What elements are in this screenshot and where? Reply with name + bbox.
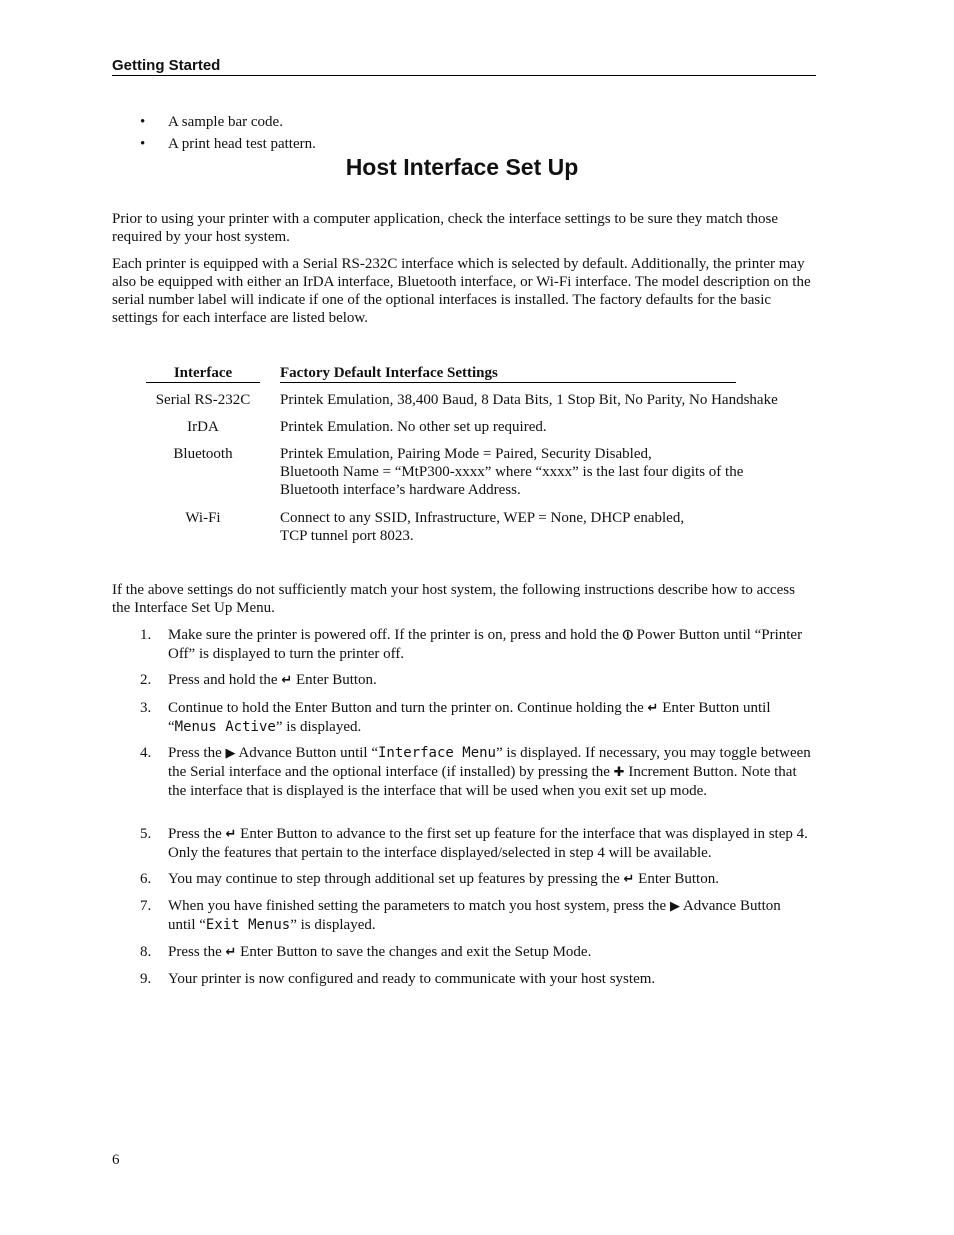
enter-arrow-icon: ↵ <box>281 673 293 688</box>
step-text: Press the ↵ Enter Button to advance to the first set up feature for the interface that was displayed in step 4. Only the features that pertain to the interface displayed/selected in step 4 will be available. <box>168 826 808 861</box>
enter-arrow-icon: ↵ <box>225 945 237 960</box>
enter-arrow-icon: ↵ <box>225 827 237 842</box>
advance-triangle-icon: ▶ <box>669 899 680 914</box>
enter-arrow-icon: ↵ <box>647 701 659 716</box>
table-cell-settings: Printek Emulation, 38,400 Baud, 8 Data Bits, 1 Stop Bit, No Parity, No Handshake <box>280 392 778 408</box>
step-number: 1. <box>140 627 152 643</box>
advance-triangle-icon: ▶ <box>225 746 236 761</box>
step-number: 2. <box>140 672 152 688</box>
display-text: Menus Active <box>174 719 276 735</box>
interfaces-paragraph: Each printer is equipped with a Serial RS-232C interface which is selected by default. Additionally, the printer may also be equipped with either an IrDA interface, Bluetooth interface, or Wi-Fi interface. The model description on the serial number label will indicate if one of the optional interfaces is installed. The factory defaults for the basic settings for each interface are listed below. <box>112 256 811 326</box>
bullet-symbol: • <box>140 114 146 130</box>
bullet-text: A sample bar code. <box>168 114 283 130</box>
step-text: Continue to hold the Enter Button and turn the printer on. Continue holding the ↵ Enter Button until “Menus Active” is displayed. <box>168 700 771 735</box>
table-cell-interface: Serial RS-232C <box>155 392 251 408</box>
table-cell-interface: Wi-Fi <box>185 510 221 526</box>
step-number: 5. <box>140 826 152 842</box>
instructions-intro: If the above settings do not sufficiently match your host system, the following instructions describe how to access the Interface Set Up Menu. <box>112 582 795 616</box>
enter-arrow-icon: ↵ <box>623 872 635 887</box>
step-number: 3. <box>140 700 152 716</box>
step-number: 4. <box>140 745 152 761</box>
section-title: Host Interface Set Up <box>345 154 579 180</box>
table-cell-interface: IrDA <box>187 419 219 435</box>
step-text: Press and hold the ↵ Enter Button. <box>168 672 377 688</box>
power-icon: ⏼ <box>622 628 633 643</box>
page-number: 6 <box>112 1152 120 1168</box>
plus-icon: ✚ <box>613 765 625 780</box>
running-header: Getting Started <box>112 57 816 76</box>
step-text: Your printer is now configured and ready to communicate with your host system. <box>168 971 656 987</box>
step-number: 7. <box>140 898 152 914</box>
step-text: When you have finished setting the parameters to match you host system, press the ▶ Advance Button until “Exit Menus” is displayed. <box>168 898 781 933</box>
step-number: 8. <box>140 944 152 960</box>
step-text: Make sure the printer is powered off. If the printer is on, press and hold the ⏼ Power Button until “Printer Off” is displayed to turn the printer off. <box>168 627 803 662</box>
bullet-text: A print head test pattern. <box>168 136 316 152</box>
step-number: 6. <box>140 871 152 887</box>
table-cell-settings: Printek Emulation. No other set up required. <box>280 419 547 435</box>
step-text: Press the ↵ Enter Button to save the changes and exit the Setup Mode. <box>168 944 592 960</box>
step-text: Press the ▶ Advance Button until “Interface Menu” is displayed. If necessary, you may toggle between the Serial interface and the optional interface (if installed) by pressing the ✚ Increment Button. Note that the interface that is displayed is the interface that will be used when you exit set up mode. <box>168 745 811 799</box>
table-cell-interface: Bluetooth <box>173 446 233 462</box>
table-header-settings: Factory Default Interface Settings <box>280 364 736 383</box>
table-cell-settings: Connect to any SSID, Infrastructure, WEP = None, DHCP enabled, TCP tunnel port 8023. <box>280 510 685 544</box>
table-header-interface: Interface <box>146 364 260 383</box>
bullet-symbol: • <box>140 136 146 152</box>
display-text: Interface Menu <box>377 745 496 761</box>
intro-paragraph: Prior to using your printer with a computer application, check the interface settings to be sure they match those required by your host system. <box>112 211 779 245</box>
bullet-list <box>140 113 316 157</box>
step-text: You may continue to step through additional set up features by pressing the ↵ Enter Button. <box>168 871 719 887</box>
display-text: Exit Menus <box>205 917 291 933</box>
table-cell-settings: Printek Emulation, Pairing Mode = Paired, Security Disabled, Bluetooth Name = “MtP300-xxxx” where “xxxx” is the last four digits of the Bluetooth interface’s hardware Address. <box>280 446 744 498</box>
list-item <box>140 113 316 135</box>
step-number: 9. <box>140 971 152 987</box>
